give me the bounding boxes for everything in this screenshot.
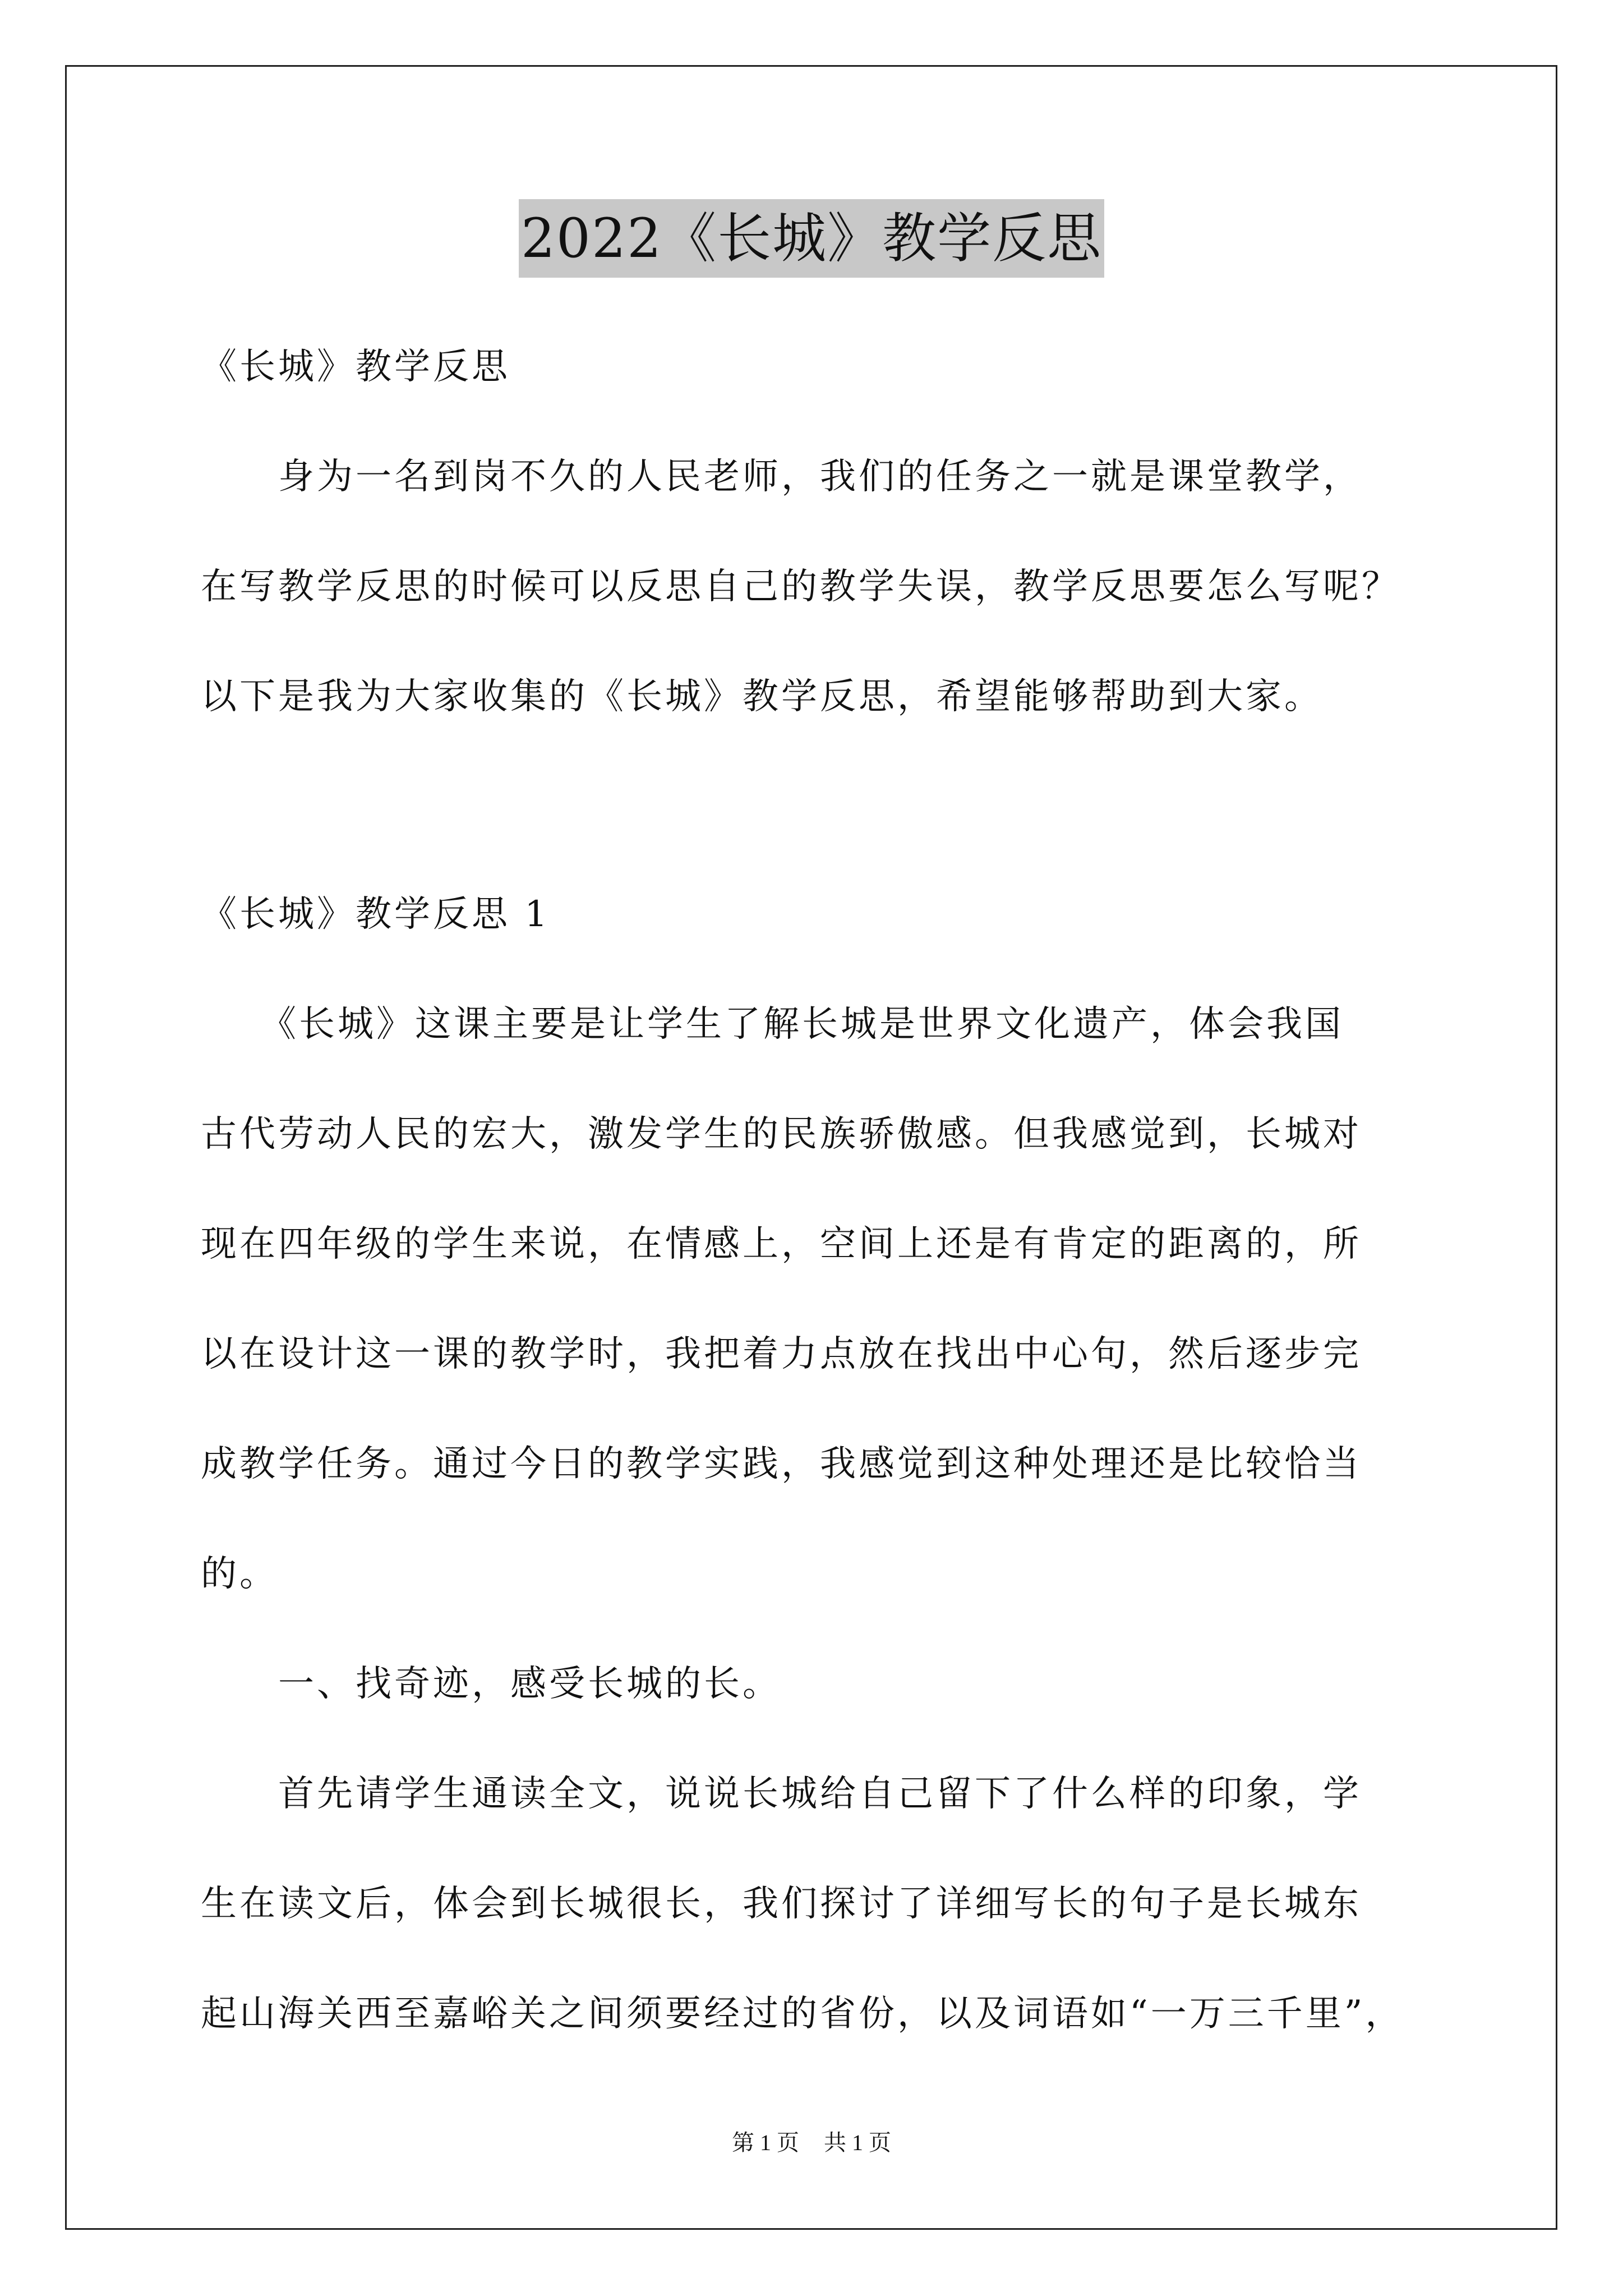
paragraph-line: 以在设计这一课的教学时，我把着力点放在找出中心句，然后逐步完 (201, 1333, 1362, 1375)
paragraph-2 (201, 1739, 1457, 2069)
point-heading (201, 1629, 1457, 1739)
section-heading (201, 859, 1457, 969)
page-footer (0, 2126, 1623, 2160)
title-container (0, 199, 1623, 278)
paragraph-line: 成教学任务。通过今日的教学实践，我感觉到这种处理还是比较恰当 (201, 1443, 1362, 1485)
intro-line: 在写教学反思的时候可以反思自己的教学失误，教学反思要怎么写呢？ (201, 566, 1400, 608)
paragraph-line: 古代劳动人民的宏大，激发学生的民族骄傲感。但我感觉到，长城对 (201, 1114, 1362, 1155)
paragraph-line: 《长城》这课主要是让学生了解长城是世界文化遗产，体会我国 (201, 1004, 1344, 1045)
page-number: 第 1 页 (732, 2130, 799, 2155)
document-title: 2022《长城》教学反思 (519, 199, 1104, 278)
intro-paragraph (201, 422, 1457, 752)
intro-line: 身为一名到岗不久的人民老师，我们的任务之一就是课堂教学， (201, 456, 1362, 498)
document-subtitle (201, 312, 1457, 422)
section-heading-line: 《长城》教学反思 1 (201, 894, 551, 935)
paragraph-line: 的。 (201, 1553, 278, 1595)
paragraph-line: 生在读文后，体会到长城很长，我们探讨了详细写长的句子是长城东 (201, 1883, 1362, 1925)
paragraph-1 (201, 969, 1457, 1629)
intro-line: 以下是我为大家收集的《长城》教学反思，希望能够帮助到大家。 (201, 676, 1323, 717)
subtitle-line: 《长城》教学反思 (201, 346, 510, 388)
paragraph-line: 首先请学生通读全文，说说长城给自己留下了什么样的印象，学 (201, 1773, 1362, 1815)
paragraph-line: 现在四年级的学生来说，在情感上，空间上还是有肯定的距离的，所 (201, 1223, 1362, 1265)
paragraph-line: 起山海关西至嘉峪关之间须要经过的省份，以及词语如“一万三千里”， (201, 1993, 1404, 2035)
page-total: 共 1 页 (824, 2130, 891, 2155)
point-heading-line: 一、找奇迹，感受长城的长。 (201, 1663, 781, 1705)
